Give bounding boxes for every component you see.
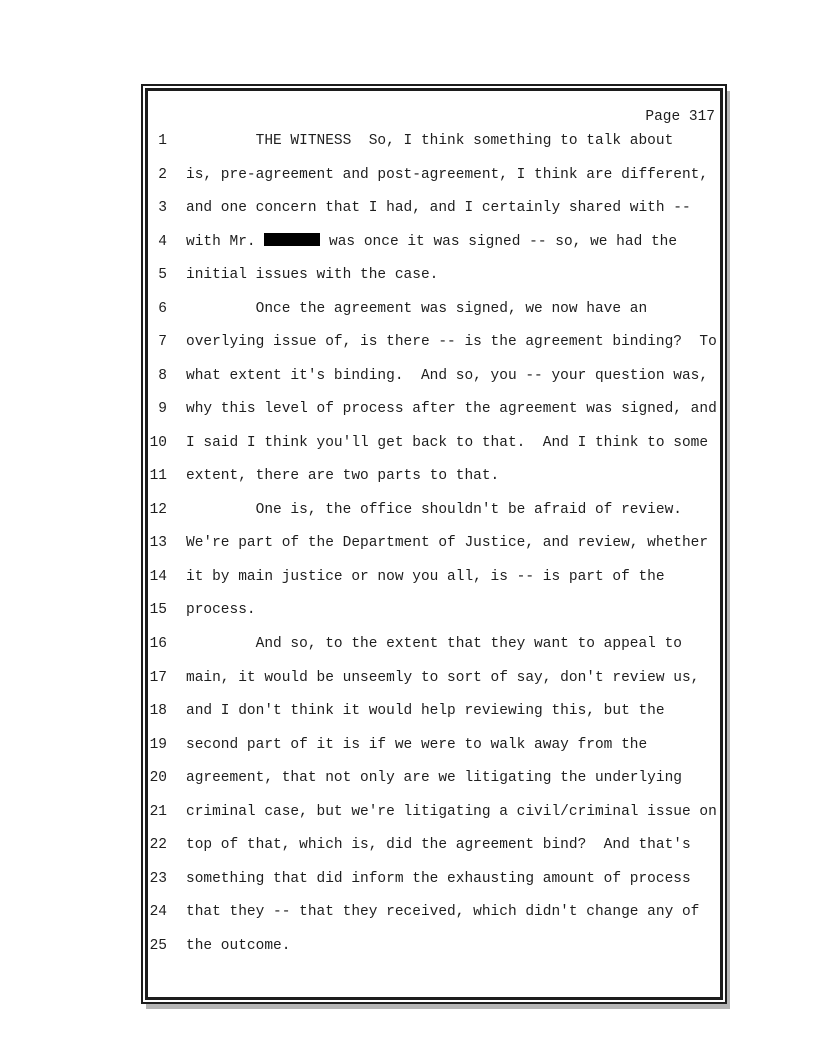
line-number: 10	[149, 434, 167, 451]
line-text: top of that, which is, did the agreement bind? And that's	[186, 837, 691, 854]
line-number: 22	[149, 837, 167, 854]
line-text-after-redaction: was once it was signed -- so, we had the	[320, 233, 678, 250]
line-number: 1	[158, 133, 167, 149]
transcript-line	[148, 293, 720, 327]
transcript-line	[148, 125, 720, 159]
line-number: 18	[149, 703, 167, 720]
transcript-line	[148, 594, 720, 628]
transcript-line	[148, 695, 720, 729]
line-text: it by main justice or now you all, is -- is part of the	[186, 568, 665, 585]
transcript-line	[148, 628, 720, 662]
line-text: what extent it's binding. And so, you -- your question was,	[186, 367, 709, 384]
line-text: main, it would be unseemly to sort of say, don't review us,	[186, 669, 700, 686]
line-text: We're part of the Department of Justice, and review, whether	[186, 535, 709, 552]
line-text: that they -- that they received, which didn't change any of	[186, 904, 700, 921]
line-text: Once the agreement was signed, we now have an	[186, 300, 648, 317]
line-number: 8	[158, 367, 167, 384]
line-number: 16	[149, 635, 167, 652]
line-number: 13	[149, 535, 167, 552]
transcript-line	[148, 829, 720, 863]
line-number: 9	[158, 401, 167, 418]
transcript-line	[148, 762, 720, 796]
line-number: 11	[149, 468, 167, 485]
transcript-line	[148, 427, 720, 461]
line-text: And so, to the extent that they want to appeal to	[186, 635, 682, 652]
line-text: THE WITNESS So, I think something to talk about	[186, 133, 674, 149]
line-number: 20	[149, 770, 167, 787]
transcript-line	[148, 360, 720, 394]
line-text: initial issues with the case.	[186, 267, 439, 284]
line-text: extent, there are two parts to that.	[186, 468, 500, 485]
line-number: 7	[158, 334, 167, 351]
line-number: 5	[158, 267, 167, 284]
transcript-line	[148, 393, 720, 427]
line-number: 19	[149, 736, 167, 753]
line-number: 25	[149, 937, 167, 954]
line-text: criminal case, but we're litigating a civil/criminal issue on	[186, 803, 717, 820]
line-number: 12	[149, 501, 167, 518]
transcript-line	[148, 662, 720, 696]
transcript-line	[148, 930, 720, 964]
line-text: and I don't think it would help reviewing this, but the	[186, 703, 665, 720]
line-text: is, pre-agreement and post-agreement, I think are different,	[186, 166, 709, 183]
transcript-line	[148, 863, 720, 897]
line-text	[167, 234, 677, 250]
line-number: 6	[158, 300, 167, 317]
transcript-line	[148, 494, 720, 528]
line-text-before-redaction: with Mr.	[186, 233, 265, 250]
redaction-box	[264, 233, 320, 246]
page-border-frame	[141, 84, 727, 1004]
transcript-line	[148, 259, 720, 293]
line-number: 2	[158, 166, 167, 183]
transcript-line	[148, 460, 720, 494]
line-text: process.	[186, 602, 256, 619]
transcript-line	[148, 192, 720, 226]
line-text: I said I think you'll get back to that. And I think to some	[186, 434, 709, 451]
transcript-line	[148, 796, 720, 830]
transcript-line	[148, 896, 720, 930]
line-number: 4	[158, 233, 167, 250]
line-number: 3	[158, 200, 167, 217]
line-number: 24	[149, 904, 167, 921]
transcript-line	[148, 326, 720, 360]
line-text: One is, the office shouldn't be afraid of review.	[186, 501, 682, 518]
line-text: the outcome.	[186, 937, 291, 954]
line-text: and one concern that I had, and I certainly shared with --	[186, 200, 691, 217]
line-text: overlying issue of, is there -- is the agreement binding? To	[186, 334, 717, 351]
line-text: something that did inform the exhausting amount of process	[186, 870, 691, 887]
transcript-line	[148, 159, 720, 193]
line-number: 21	[149, 803, 167, 820]
transcript-body	[148, 125, 720, 963]
page-number: Page 317	[645, 109, 715, 125]
line-number: 17	[149, 669, 167, 686]
line-text: why this level of process after the agreement was signed, and	[186, 401, 717, 418]
line-number: 23	[149, 870, 167, 887]
page-border-frame-inner	[145, 88, 723, 1000]
line-number: 15	[149, 602, 167, 619]
transcript-line	[148, 729, 720, 763]
line-text: agreement, that not only are we litigating the underlying	[186, 770, 682, 787]
transcript-line	[148, 527, 720, 561]
line-text: second part of it is if we were to walk away from the	[186, 736, 648, 753]
line-number: 14	[149, 568, 167, 585]
transcript-line	[148, 561, 720, 595]
transcript-line	[148, 226, 720, 260]
